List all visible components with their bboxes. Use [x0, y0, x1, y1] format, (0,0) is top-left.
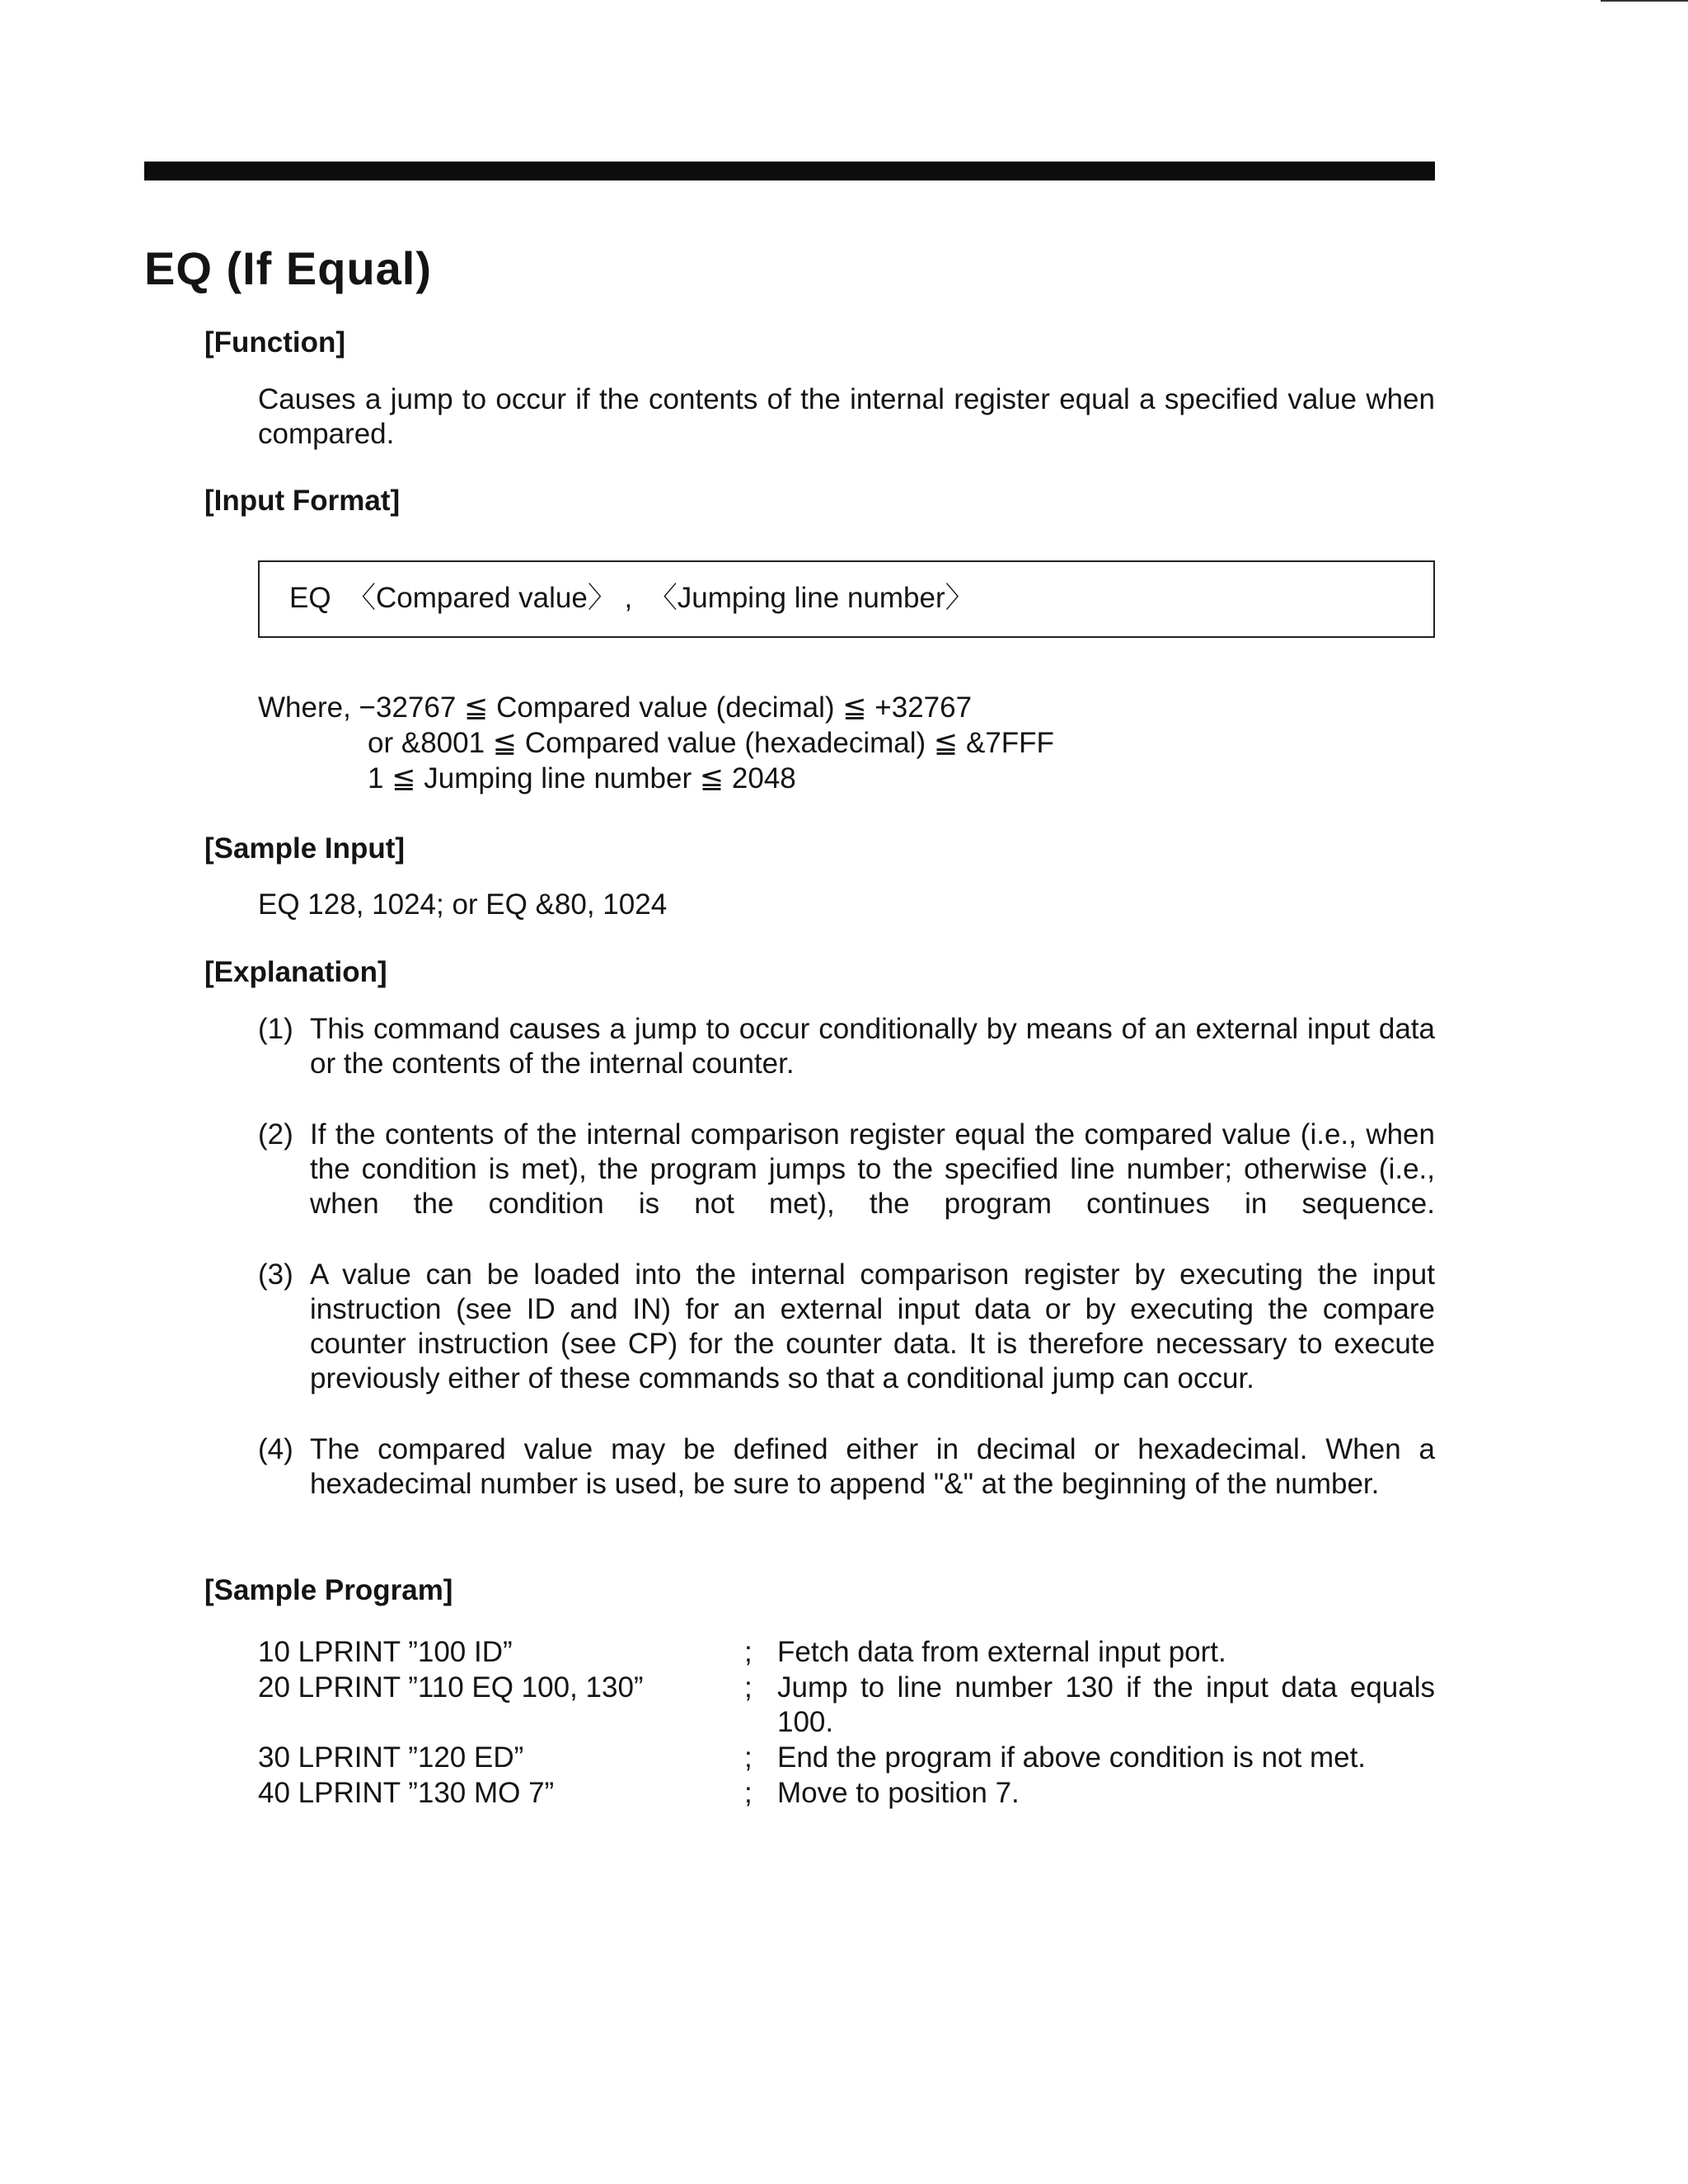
function-heading: [Function]	[204, 326, 346, 359]
program-code: 40 LPRINT ”130 MO 7”	[258, 1777, 555, 1809]
program-comment: Move to position 7.	[777, 1777, 1020, 1809]
program-comment: Jump to line number 130 if the input data equals 100.	[777, 1671, 1435, 1738]
item-number: (4)	[258, 1433, 293, 1465]
top-edge-line	[1601, 0, 1688, 2]
where-line-3: 1 ≦ Jumping line number ≦ 2048	[368, 762, 796, 794]
comment-separator: ;	[744, 1636, 753, 1668]
item-text: A value can be loaded into the internal comparison register by executing the input instruction (see ID and IN) for an external input data or by executing the compare counter instruction (see CP) for the counter data. It is therefore necessary to execute previously either of these commands so that a conditional jump can occur.	[310, 1258, 1435, 1394]
program-code: 10 LPRINT ”100 ID”	[258, 1636, 513, 1668]
item-number: (1)	[258, 1013, 293, 1045]
sample-input-text: EQ 128, 1024; or EQ &80, 1024	[258, 888, 668, 921]
comment-separator: ;	[744, 1777, 753, 1809]
program-code: 20 LPRINT ”110 EQ 100, 130”	[258, 1671, 644, 1704]
comment-separator: ;	[744, 1671, 753, 1704]
explanation-heading: [Explanation]	[204, 956, 387, 988]
item-number: (3)	[258, 1258, 293, 1291]
sample-program-heading: [Sample Program]	[204, 1574, 453, 1606]
format-box	[258, 560, 1435, 638]
program-comment: Fetch data from external input port.	[777, 1636, 1226, 1668]
comment-separator: ;	[744, 1741, 753, 1774]
sample-input-heading: [Sample Input]	[204, 832, 406, 865]
item-text: The compared value may be defined either in decimal or hexadecimal. When a hexadecimal number is used, be sure to append "&" at the beginning of the number.	[310, 1433, 1435, 1500]
program-code: 30 LPRINT ”120 ED”	[258, 1741, 524, 1774]
where-line-1: Where, −32767 ≦ Compared value (decimal) ≦ +32767	[258, 691, 973, 724]
input-format-heading: [Input Format]	[204, 485, 401, 517]
function-text: Causes a jump to occur if the contents of the internal register equal a specified value when compared.	[258, 383, 1435, 450]
program-comment: End the program if above condition is not met.	[777, 1741, 1367, 1774]
item-text: If the contents of the internal comparison register equal the compared value (i.e., when the condition is met), the program jumps to the specified line number; otherwise (i.e., when the condition is not met), the program continues in sequence.	[310, 1118, 1435, 1220]
header-rule	[144, 162, 1435, 180]
item-text: This command causes a jump to occur conditionally by means of an external input data or the contents of the internal counter.	[310, 1013, 1435, 1080]
format-syntax: EQ 〈Compared value〉 , 〈Jumping line number〉	[289, 582, 974, 614]
where-line-2: or &8001 ≦ Compared value (hexadecimal) ≦ &7FFF	[368, 727, 1054, 759]
item-number: (2)	[258, 1118, 293, 1151]
page-title: EQ (If Equal)	[144, 242, 432, 294]
